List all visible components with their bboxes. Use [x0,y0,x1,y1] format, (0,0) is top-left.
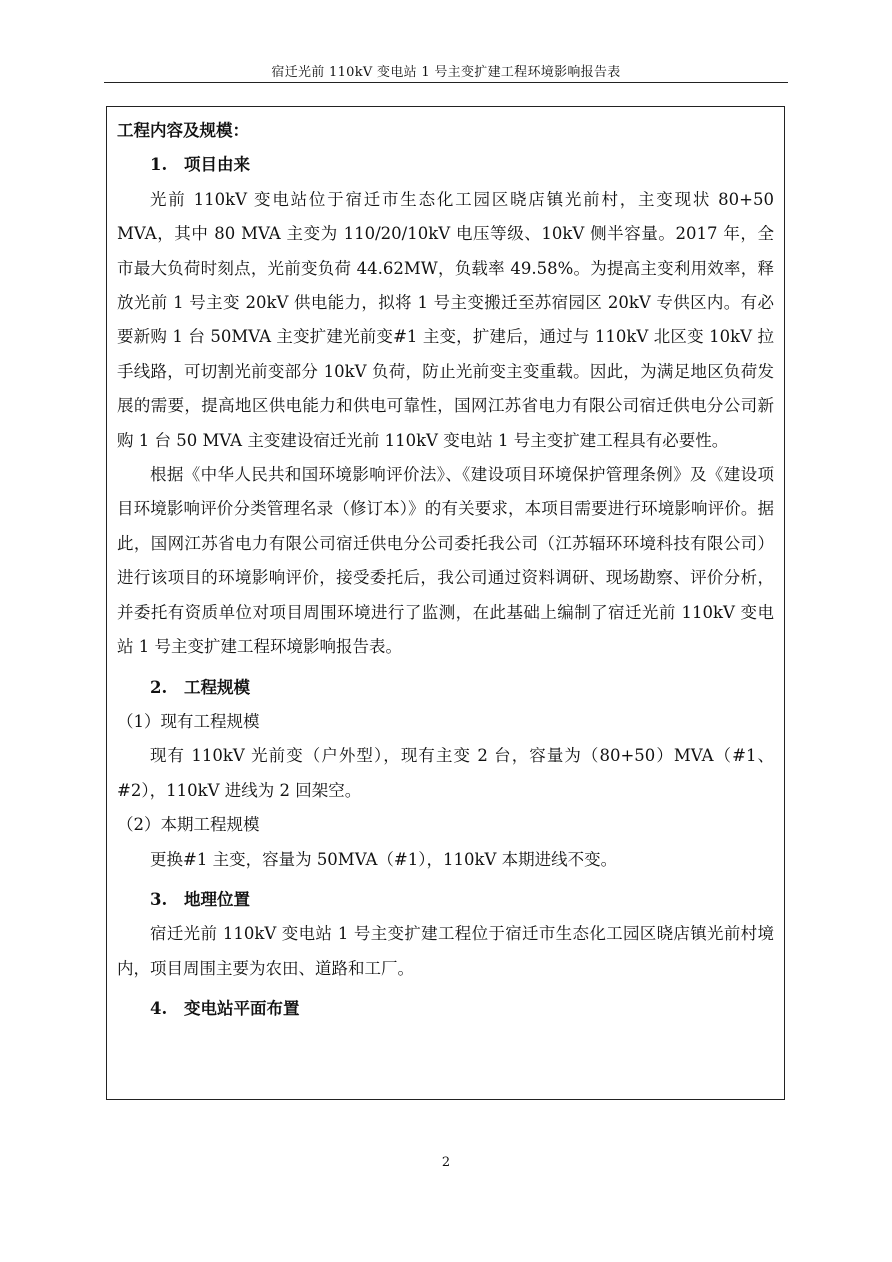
heading-text: 项目由来 [184,155,250,175]
heading-text: 工程规模 [184,677,250,697]
heading-number: 2. [150,677,168,697]
paragraph-project-origin-1: 光前 110kV 变电站位于宿迁市生态化工园区晓店镇光前村，主变现状 80+50 MVA，其中 80 MVA 主变为 110/20/10kV 电压等级、10kV 侧半容量。2017 年，全市最大负荷时刻点，光前变负荷 44.62MW，负载率 49.58%。为提高主变利用效率，释放光前 1 号主变 20kV 供电能力，拟将 1 号主变搬迁至苏宿园区 20kV 专供区内。有必要新购 1 台 50MVA 主变扩建光前变#1 主变，扩建后，通过与 110kV 北区变 10kV 拉手线路，可切割光前变部分 10kV 负荷，防止光前变主变重载。因此，为满足地区负荷发展的需要，提高地区供电能力和供电可靠性，国网江苏省电力有限公司宿迁供电分公司新购 1 台 50 MVA 主变建设宿迁光前 110kV 变电站 1 号主变扩建工程具有必要性。 [117,189,774,450]
page-number: 2 [441,1155,451,1170]
heading-location [117,883,774,917]
paragraph-current-scale: 更换#1 主变，容量为 50MVA（#1），110kV 本期进线不变。 [150,849,618,869]
paragraph-existing-scale: 现有 110kV 光前变（户外型），现有主变 2 台，容量为（80+50）MVA（#1、#2），110kV 进线为 2 回架空。 [117,746,774,800]
heading-text: 变电站平面布置 [184,999,300,1019]
heading-text: 地理位置 [184,889,250,909]
heading-number: 4. [150,999,168,1019]
running-header: 宿迁光前 110kV 变电站 1 号主变扩建工程环境影响报告表 [271,65,621,80]
content-box [106,106,785,1100]
heading-project-scale [117,671,774,705]
content-body [117,114,774,1027]
header-rule [104,82,788,83]
subheading-current-scale: （2）本期工程规模 [117,815,260,835]
paragraph-project-origin-2: 根据《中华人民共和国环境影响评价法》、《建设项目环境保护管理条例》及《建设项目环境影响评价分类管理名录（修订本）》的有关要求，本项目需要进行环境影响评价。据此，国网江苏省电力有限公司宿迁供电分公司委托我公司（江苏辐环环境科技有限公司）进行该项目的环境影响评价，接受委托后，我公司通过资料调研、现场勘察、评价分析，并委托有资质单位对项目周围环境进行了监测，在此基础上编制了宿迁光前 110kV 变电站 1 号主变扩建工程环境影响报告表。 [117,465,774,657]
heading-substation-layout [117,992,774,1026]
heading-project-origin [117,148,774,182]
subheading-existing-scale: （1）现有工程规模 [117,711,260,731]
heading-number: 3. [150,889,168,909]
paragraph-location: 宿迁光前 110kV 变电站 1 号主变扩建工程位于宿迁市生态化工园区晓店镇光前村境内，项目周围主要为农田、道路和工厂。 [117,924,774,978]
section-title: 工程内容及规模： [117,121,249,140]
heading-number: 1. [150,155,168,175]
